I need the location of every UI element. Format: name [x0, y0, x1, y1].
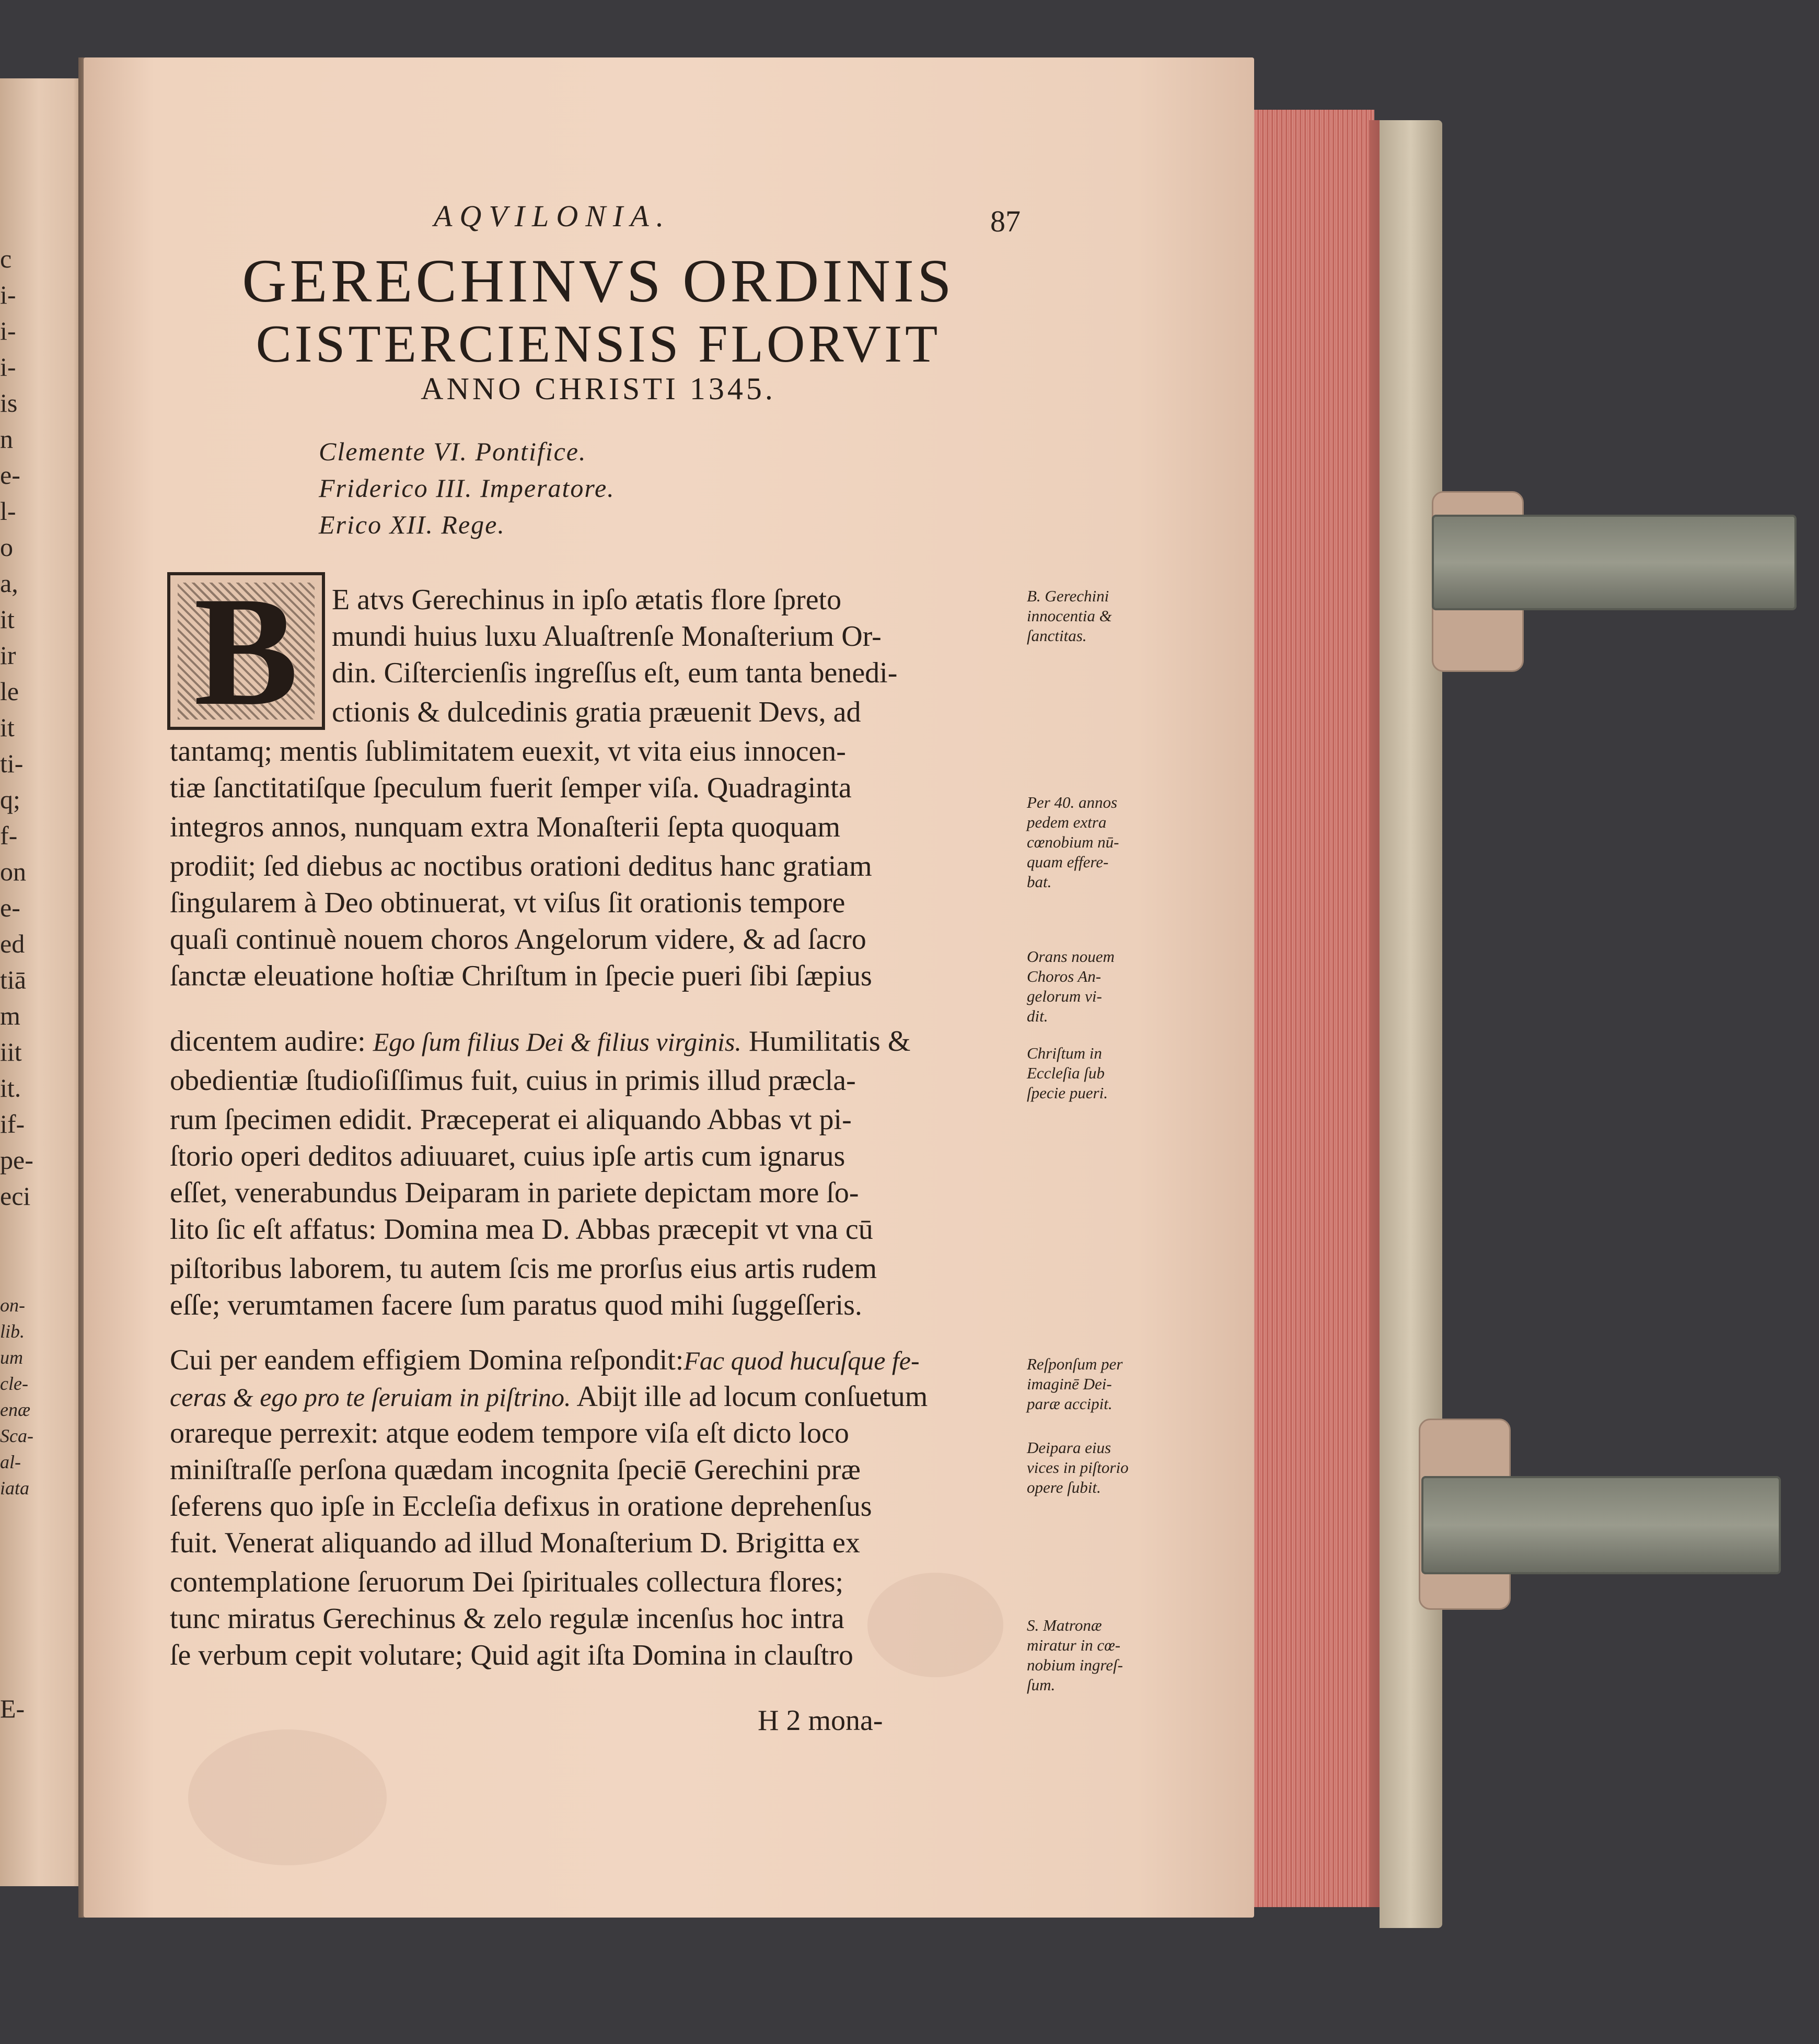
body-line: orareque perrexit: atque eodem tempore viſa eſt dicto loco	[170, 1417, 849, 1449]
decorated-initial	[167, 564, 325, 738]
body-line: rum ſpecimen edidit. Præceperat ei aliquando Abbas vt pi-	[170, 1104, 852, 1136]
body-line: miniſtraſſe perſona quædam incognita ſpeciē Gerechini præ	[170, 1454, 861, 1486]
marginal-note-line: paræ accipit.	[1027, 1395, 1113, 1413]
marginal-note-line: ſum.	[1027, 1676, 1056, 1694]
body-line: tiæ ſanctitatiſque ſpeculum fuerit ſemper viſa. Quadraginta	[170, 772, 852, 804]
left-text-fragment: n	[0, 424, 13, 454]
chapter-title-line-1: GERECHINVS ORDINIS	[242, 247, 955, 315]
body-line: ſeferens quo ipſe in Eccleſia defixus in oratione deprehenſus	[170, 1490, 872, 1523]
marginal-note-line: miratur in cœ-	[1027, 1636, 1121, 1654]
marginal-note-line: bat.	[1027, 873, 1052, 891]
quote-2-part-b: ceras & ego pro te ſeruiam in piſtrino.	[170, 1383, 571, 1412]
body-line: tantamq; mentis ſublimitatem euexit, vt vita eius innocen-	[170, 735, 846, 768]
quote-tail: Humilitatis &	[741, 1025, 911, 1058]
regnal-line-emperor: Friderico III. Imperatore.	[319, 473, 615, 503]
left-text-fragment: it	[0, 713, 15, 742]
body-line: E atvs Gerechinus in ipſo ætatis flore ſpreto	[332, 584, 842, 616]
left-marginal-fragment: cle-	[0, 1373, 28, 1394]
quote-intro: dicentem audire:	[170, 1025, 366, 1058]
left-marginal-fragment: um	[0, 1347, 23, 1368]
quote-2-part-a: Fac quod hucuſque fe-	[683, 1346, 920, 1375]
left-text-fragment: ir	[0, 641, 16, 670]
left-text-fragment: q;	[0, 785, 20, 814]
left-text-fragment: c	[0, 244, 12, 273]
marginal-note-line: Orans nouem	[1027, 947, 1115, 966]
vellum-cover-board	[1380, 120, 1442, 1928]
left-text-fragment: on	[0, 857, 26, 886]
marginal-note-line: quam effere-	[1027, 853, 1109, 871]
marginal-note-line: Chriſtum in	[1027, 1044, 1102, 1062]
chapter-title-line-2: CISTERCIENSIS FLORVIT	[256, 315, 941, 374]
body-line: prodiit; ſed diebus ac noctibus orationi deditus hanc gratiam	[170, 850, 872, 882]
left-text-fragment: tiā	[0, 965, 26, 994]
left-text-fragment: if-	[0, 1109, 25, 1139]
body-line: ſanctæ eleuatione hoſtiæ Chriſtum in ſpecie pueri ſibi ſæpius	[170, 960, 872, 992]
body-line: ſingularem à Deo obtinuerat, vt viſus ſit orationis tempore	[170, 887, 845, 919]
left-text-fragment: le	[0, 677, 19, 706]
body-line-quote-2b	[170, 1382, 928, 1411]
paper-stain	[867, 1573, 1003, 1677]
body-line: tunc miratus Gerechinus & zelo regulæ incenſus hoc intra	[170, 1602, 844, 1635]
quote-2-tail: Abijt ille ad locum conſuetum	[571, 1380, 928, 1413]
body-line: ſe verbum cepit volutare; Quid agit iſta Domina in clauſtro	[170, 1639, 853, 1671]
regnal-line-pope: Clemente VI. Pontifice.	[319, 437, 587, 466]
paper-stain	[188, 1729, 387, 1865]
body-line: eſſet, venerabundus Deiparam in pariete depictam more ſo-	[170, 1177, 859, 1209]
body-line: din. Ciſtercienſis ingreſſus eſt, eum tanta benedi-	[332, 657, 898, 689]
marginal-note-line: Eccleſia ſub	[1027, 1064, 1105, 1082]
body-line: eſſe; verumtamen facere ſum paratus quod mihi ſuggeſſeris.	[170, 1289, 862, 1321]
left-text-fragment: i-	[0, 316, 16, 345]
body-line: fuit. Venerat aliquando ad illud Monaſterium D. Brigitta ex	[170, 1527, 860, 1559]
quote-divine-words: Ego ſum filius Dei & filius virginis.	[373, 1027, 741, 1056]
body-line: integros annos, nunquam extra Monaſterii ſepta quoquam	[170, 811, 841, 843]
running-head: AQVILONIA.	[434, 199, 671, 233]
regnal-line-king: Erico XII. Rege.	[319, 510, 505, 539]
body-line-quote-1	[170, 1027, 910, 1056]
body-line: piſtoribus laborem, tu autem ſcis me prorſus eius artis rudem	[170, 1252, 877, 1285]
chapter-title-line-3: ANNO CHRISTI 1345.	[421, 371, 776, 406]
marginal-note-line: Choros An-	[1027, 967, 1102, 985]
upper-clasp	[1432, 515, 1797, 610]
left-text-fragment: m	[0, 1001, 20, 1030]
left-text-fragment: ed	[0, 929, 25, 958]
left-text-fragment: it.	[0, 1073, 21, 1102]
marginal-note-line: S. Matronæ	[1027, 1616, 1102, 1634]
marginal-note-line: cœnobium nū-	[1027, 833, 1119, 851]
initial-letter: B	[193, 564, 299, 738]
marginal-note-line: pedem extra	[1027, 813, 1107, 831]
quote-2-intro: Cui per eandem effigiem Domina reſpondit:	[170, 1344, 684, 1376]
left-text-fragment: i-	[0, 280, 16, 309]
marginal-note-line: dit.	[1027, 1007, 1048, 1025]
body-line: quaſi continuè nouem choros Angelorum videre, & ad ſacro	[170, 923, 866, 956]
left-text-fragment: f-	[0, 821, 18, 850]
left-marginal-fragment: iata	[0, 1478, 30, 1499]
marginal-note-line: innocentia &	[1027, 607, 1112, 625]
left-text-fragment: e-	[0, 460, 20, 490]
marginal-note-line: imaginē Dei-	[1027, 1375, 1112, 1393]
marginal-note-line: ſpecie pueri.	[1027, 1084, 1108, 1102]
left-text-fragment: is	[0, 388, 18, 417]
page-number: 87	[990, 204, 1021, 238]
left-text-fragment: pe-	[0, 1145, 33, 1175]
left-text-fragment: e-	[0, 893, 20, 922]
left-marginal-fragment: lib.	[0, 1321, 25, 1342]
left-text-fragment: l-	[0, 496, 16, 526]
left-marginal-fragment: al-	[0, 1451, 21, 1472]
signature-catchword: H 2 mona-	[758, 1704, 883, 1737]
body-line: ctionis & dulcedinis gratia præuenit Devs, ad	[332, 696, 861, 728]
body-line: ſtorio operi deditos adiuuaret, cuius ipſe artis cum ignarus	[170, 1140, 845, 1172]
left-text-fragment: eci	[0, 1181, 31, 1211]
marginal-note-line: Per 40. annos	[1027, 793, 1118, 811]
body-line: mundi huius luxu Aluaſtrenſe Monaſterium Or-	[332, 620, 882, 653]
left-marginal-fragment: enæ	[0, 1399, 30, 1420]
marginal-note-line: gelorum vi-	[1027, 987, 1102, 1005]
marginal-note-line: Reſponſum per	[1027, 1355, 1123, 1373]
left-catchword: E-	[0, 1694, 25, 1723]
left-marginal-fragment: on-	[0, 1295, 25, 1316]
body-line: obedientiæ ſtudioſiſſimus fuit, cuius in primis illud præcla-	[170, 1064, 856, 1097]
marginal-note-line: opere ſubit.	[1027, 1478, 1101, 1496]
left-text-fragment: o	[0, 532, 13, 562]
marginal-note-line: Deipara eius	[1027, 1438, 1111, 1457]
body-line-quote-2	[170, 1345, 920, 1375]
left-marginal-fragment: Sca-	[0, 1425, 33, 1446]
left-text-fragment: i-	[0, 352, 16, 381]
body-line: lito ſic eſt affatus: Domina mea D. Abbas præcepit vt vna cū	[170, 1213, 873, 1246]
left-text-fragment: it	[0, 605, 15, 634]
lower-clasp	[1421, 1476, 1781, 1574]
left-text-fragment: a,	[0, 568, 18, 598]
marginal-note-line: B. Gerechini	[1027, 587, 1109, 605]
marginal-note-line: ſanctitas.	[1027, 626, 1087, 645]
left-text-fragment: ti-	[0, 749, 24, 778]
marginal-note-line: vices in piſtorio	[1027, 1458, 1129, 1477]
left-text-fragment: iit	[0, 1037, 22, 1066]
marginal-note-line: nobium ingreſ-	[1027, 1656, 1123, 1674]
body-line: contemplatione ſeruorum Dei ſpirituales collectura flores;	[170, 1566, 844, 1598]
